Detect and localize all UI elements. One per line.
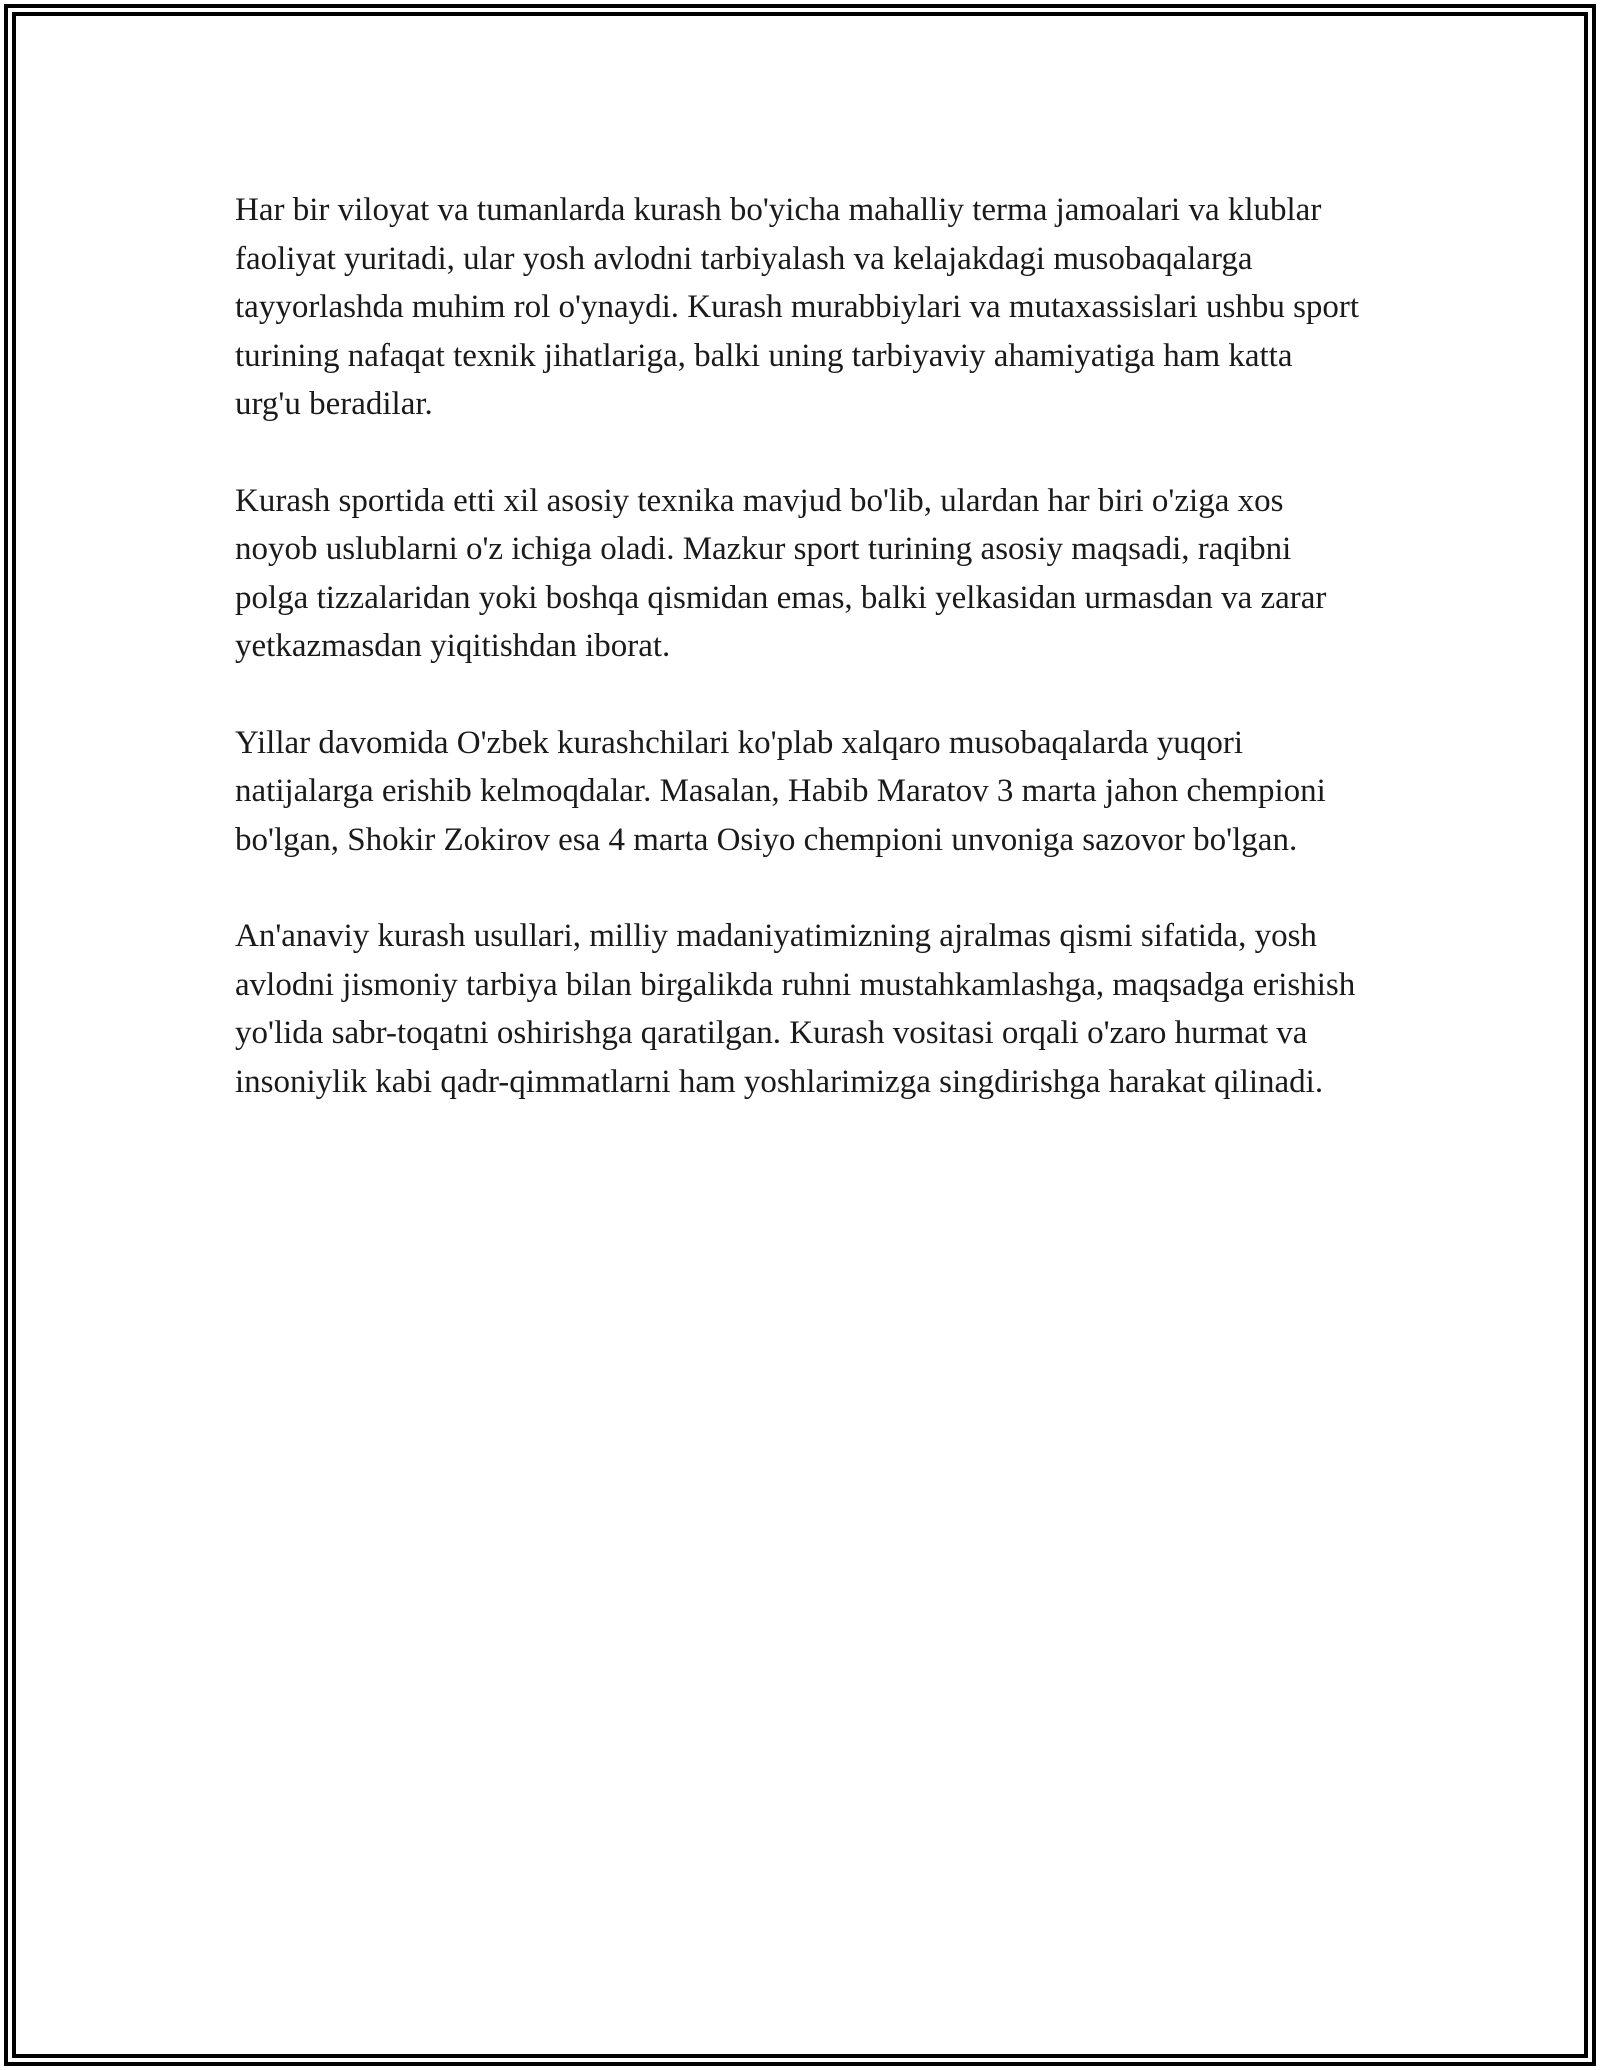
paragraph-traditions: An'anaviy kurash usullari, milliy madaniyatimizning ajralmas qismi sifatida, yosh avlodni jismoniy tarbiya bilan birgalikda ruhni mustahkamlashga, maqsadga erishish yo'lida sabr-toqatni oshirishga qaratilgan. Kurash vositasi orqali o'zaro hurmat va insoniylik kabi qadr-qimmatlarni ham yoshlarimizga singdirishga harakat qilinadi. [235,918,1356,1100]
paragraph-regional-clubs: Har bir viloyat va tumanlarda kurash bo'yicha mahalliy terma jamoalari va klublar faoliyat yuritadi, ular yosh avlodni tarbiyalash va kelajakdagi musobaqalarga tayyorlashda muhim rol o'ynaydi. Kurash murabbiylari va mutaxassislari ushbu sport turining nafaqat texnik jihatlariga, balki uning tarbiyaviy ahamiyatiga ham katta urg'u beradilar. [235,192,1360,422]
paragraph-achievements: Yillar davomida O'zbek kurashchilari ko'plab xalqaro musobaqalarda yuqori natijalarga erishib kelmoqdalar. Masalan, Habib Maratov 3 marta jahon chempioni bo'lgan, Shokir Zokirov esa 4 marta Osiyo chempioni unvoniga sazovor bo'lgan. [235,724,1326,858]
paragraph-techniques: Kurash sportida etti xil asosiy texnika mavjud bo'lib, ulardan har biri o'ziga xos noyob uslublarni o'z ichiga oladi. Mazkur sport turining asosiy maqsadi, raqibni polga tizzalaridan yoki boshqa qismidan emas, balki yelkasidan urmasdan va zarar yetkazmasdan yiqitishdan iborat. [235,482,1327,664]
document-body [235,186,1365,1154]
